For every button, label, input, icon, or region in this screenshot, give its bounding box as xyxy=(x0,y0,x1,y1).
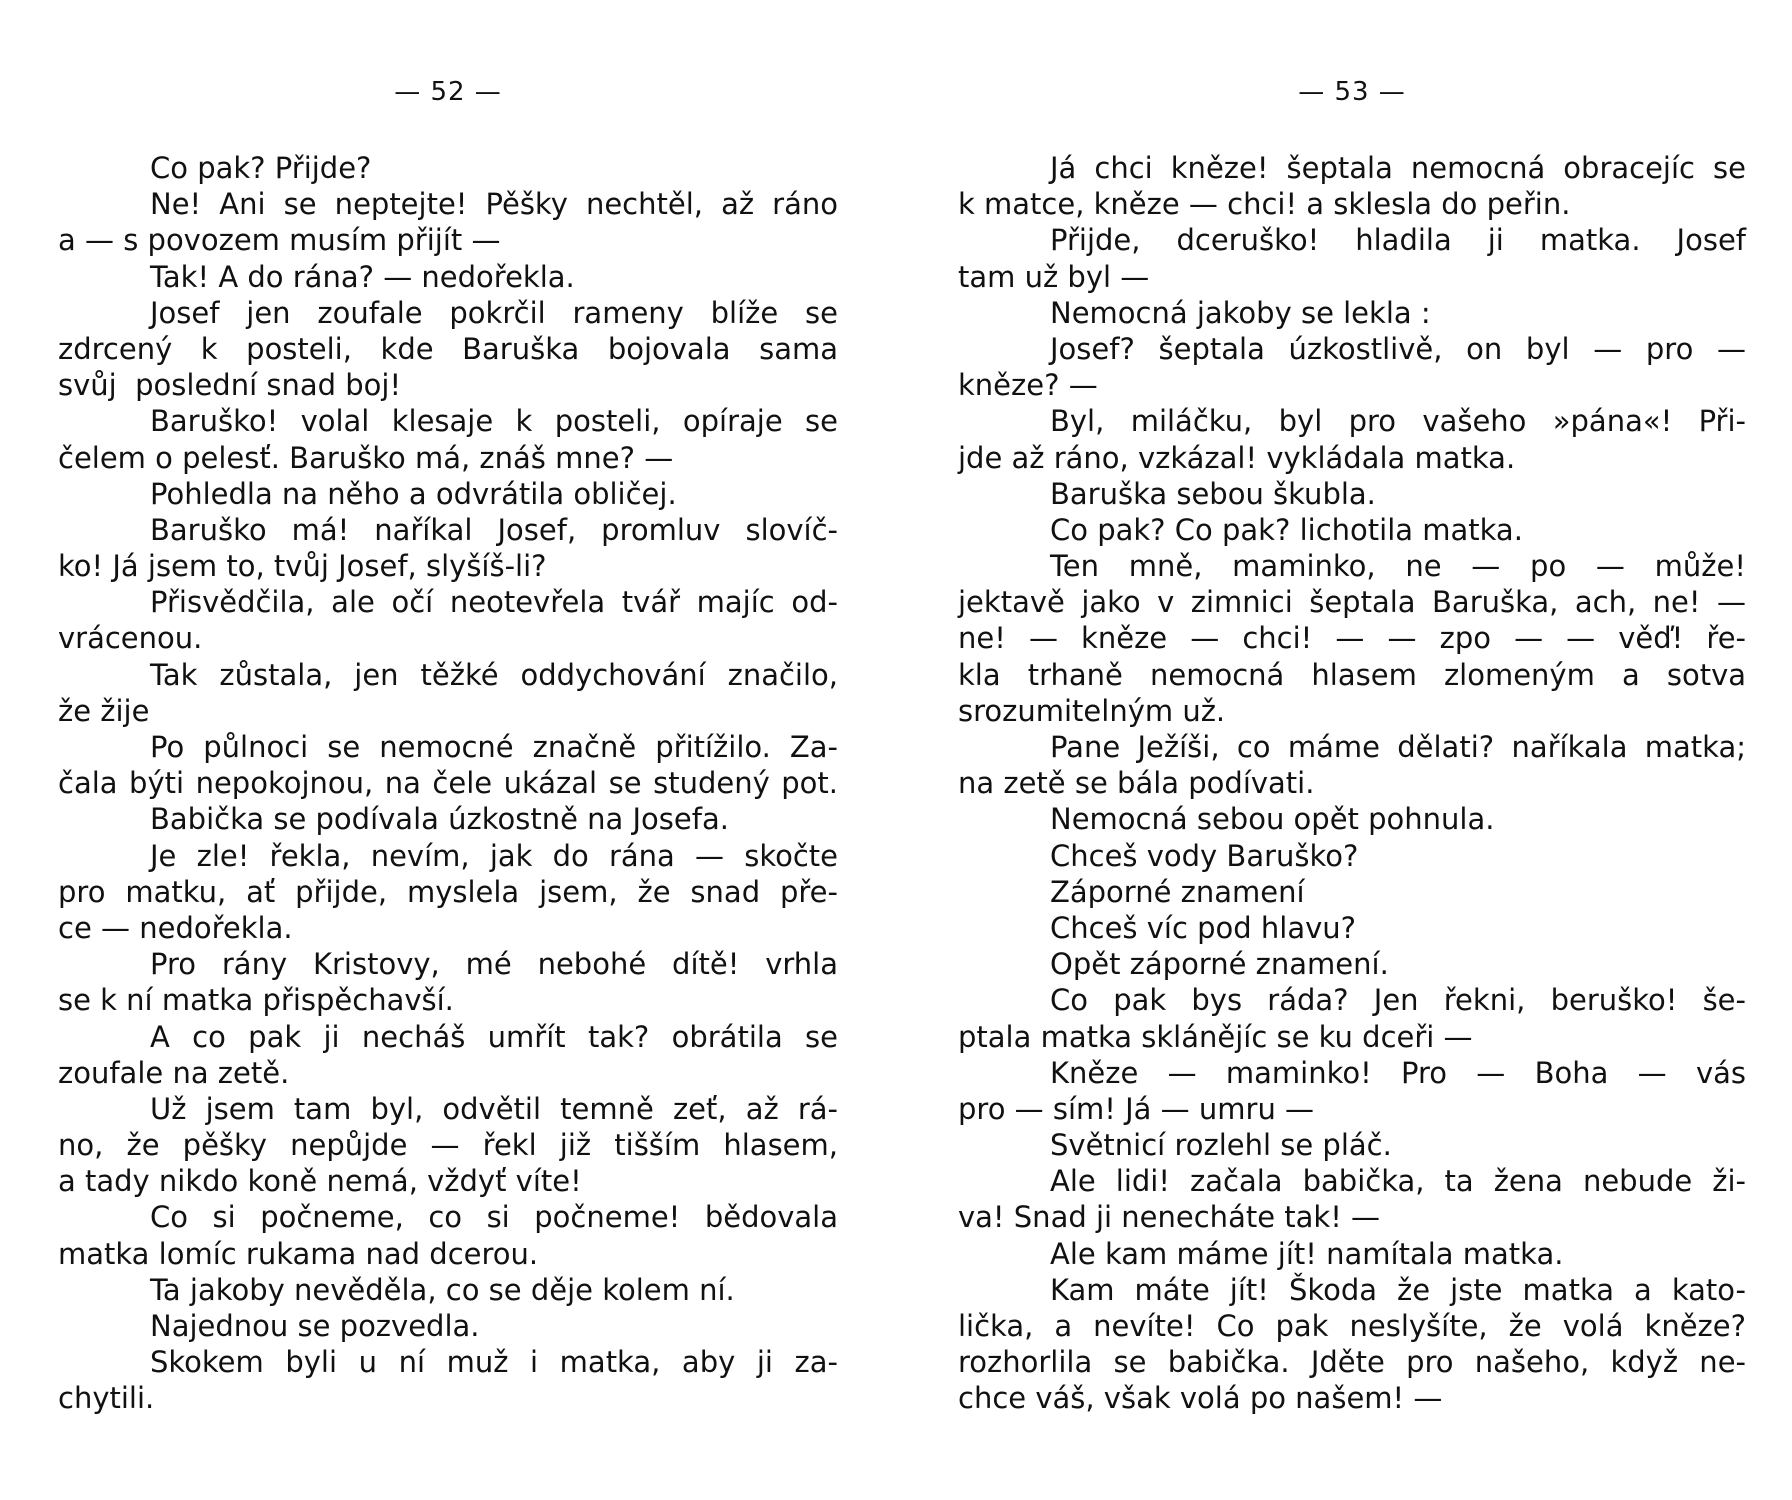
text-line: na zetě se bála podívati. xyxy=(958,766,1315,801)
text-line: pro matku, ať přijde, myslela jsem, že snad pře- xyxy=(58,874,838,909)
text-line: Ta jakoby nevěděla, co se děje kolem ní. xyxy=(150,1272,735,1307)
page-number: — 53 — xyxy=(1298,77,1406,107)
text-line: Přijde, dceruško! hladila ji matka. Josef xyxy=(1050,223,1746,258)
text-line: Kam máte jít! Škoda že jste matka a kato- xyxy=(1050,1272,1746,1307)
text-line: Co pak bys ráda? Jen řekni, beruško! še- xyxy=(1050,983,1746,1018)
page-number: — 52 — xyxy=(394,77,502,107)
text-line: srozumitelným už. xyxy=(958,693,1226,728)
right-page xyxy=(958,0,1746,1500)
text-line: Je zle! řekla, nevím, jak do rána — skočte xyxy=(150,838,838,873)
text-line: Pohledla na něho a odvrátila obličej. xyxy=(150,476,677,511)
text-line: Baruško má! naříkal Josef, promluv slovíč- xyxy=(150,512,838,547)
text-line: Babička se podívala úzkostně na Josefa. xyxy=(150,802,729,837)
text-line: a — s povozem musím přijít — xyxy=(58,223,501,258)
text-line: ko! Já jsem to, tvůj Josef, slyšíš-li? xyxy=(58,549,547,584)
text-line: čala býti nepokojnou, na čele ukázal se studený pot. xyxy=(58,766,838,801)
text-line: že žije xyxy=(58,693,150,728)
text-line: A co pak ji necháš umřít tak? obrátila se xyxy=(150,1019,838,1054)
text-line: vrácenou. xyxy=(58,621,203,656)
text-line: Baruško! volal klesaje k posteli, opíraje se xyxy=(150,404,838,439)
text-line: Baruška sebou škubla. xyxy=(1050,476,1376,511)
text-block xyxy=(958,150,1746,1417)
text-line: kněze? — xyxy=(958,368,1098,403)
text-line: jde až ráno, vzkázal! vykládala matka. xyxy=(958,440,1516,475)
text-line: Byl, miláčku, byl pro vašeho »pána«! Při- xyxy=(1050,404,1746,439)
text-line: no, že pěšky nepůjde — řekl již tišším hlasem, xyxy=(58,1128,838,1163)
text-line: Opět záporné znamení. xyxy=(1050,947,1389,982)
text-line: Tak zůstala, jen těžké oddychování značilo, xyxy=(150,657,838,692)
text-line: Po půlnoci se nemocné značně přitížilo. Za- xyxy=(150,730,838,764)
text-line: Pro rány Kristovy, mé nebohé dítě! vrhla xyxy=(150,947,838,982)
text-line: Co pak? Co pak? lichotila matka. xyxy=(1050,512,1523,547)
text-line: tam už byl — xyxy=(958,259,1150,294)
text-line: chce váš, však volá po našem! — xyxy=(958,1381,1443,1416)
text-line: Skokem byli u ní muž i matka, aby ji za- xyxy=(150,1345,838,1380)
text-line: Světnicí rozlehl se pláč. xyxy=(1050,1128,1392,1163)
text-line: matka lomíc rukama nad dcerou. xyxy=(58,1236,539,1271)
text-line: zdrcený k posteli, kde Baruška bojovala sama xyxy=(58,331,838,366)
text-line: Co pak? Přijde? xyxy=(150,151,372,185)
text-line: se k ní matka přispěchavší. xyxy=(58,983,454,1018)
text-line: Ten mně, maminko, ne — po — může! xyxy=(1050,549,1746,584)
text-line: Josef? šeptala úzkostlivě, on byl — pro — xyxy=(1050,331,1746,366)
left-page xyxy=(58,0,838,1500)
text-line: Chceš víc pod hlavu? xyxy=(1050,910,1357,945)
text-line: svůj poslední snad boj! xyxy=(58,368,402,403)
text-line: kla trhaně nemocná hlasem zlomeným a sotva xyxy=(958,657,1746,692)
text-line: Nemocná jakoby se lekla : xyxy=(1050,295,1431,330)
text-line: Pane Ježíši, co máme dělati? naříkala matka; xyxy=(1050,730,1746,764)
text-line: zoufale na zetě. xyxy=(58,1055,290,1090)
text-block xyxy=(58,150,838,1417)
text-line: a tady nikdo koně nemá, vždyť víte! xyxy=(58,1164,582,1199)
text-line: lička, a nevíte! Co pak neslyšíte, že volá kněze? xyxy=(958,1309,1746,1343)
text-line: Tak! A do rána? — nedořekla. xyxy=(150,259,575,294)
text-line: Kněze — maminko! Pro — Boha — vás xyxy=(1050,1055,1746,1090)
text-line: jektavě jako v zimnici šeptala Baruška, ach, ne! — xyxy=(958,585,1746,620)
text-line: Už jsem tam byl, odvětil temně zeť, až rá- xyxy=(150,1091,838,1126)
text-line: Ale kam máme jít! namítala matka. xyxy=(1050,1236,1564,1271)
text-line: k matce, kněze — chci! a sklesla do peřin. xyxy=(958,187,1571,222)
text-line: Chceš vody Baruško? xyxy=(1050,838,1359,873)
text-line: Ale lidi! začala babička, ta žena nebude ži- xyxy=(1050,1164,1746,1199)
text-line: Nemocná sebou opět pohnula. xyxy=(1050,802,1495,837)
text-line: ptala matka sklánějíc se ku dceři — xyxy=(958,1019,1473,1054)
text-line: Já chci kněze! šeptala nemocná obracejíc se xyxy=(1050,151,1746,185)
text-line: ce — nedořekla. xyxy=(58,910,293,945)
text-line: Co si počneme, co si počneme! bědovala xyxy=(150,1200,838,1235)
text-line: ne! — kněze — chci! — — zpo — — věď! ře- xyxy=(958,621,1746,656)
text-line: Přisvědčila, ale očí neotevřela tvář majíc od- xyxy=(150,585,838,620)
text-line: rozhorlila se babička. Jděte pro našeho, když ne- xyxy=(958,1345,1746,1380)
text-line: chytili. xyxy=(58,1381,155,1416)
text-line: va! Snad ji nenecháte tak! — xyxy=(958,1200,1381,1235)
text-line: Ne! Ani se neptejte! Pěšky nechtěl, až ráno xyxy=(150,187,838,222)
text-line: pro — sím! Já — umru — xyxy=(958,1091,1315,1126)
text-line: Záporné znamení xyxy=(1050,874,1305,909)
text-line: Josef jen zoufale pokrčil rameny blíže se xyxy=(150,295,838,330)
text-line: Najednou se pozvedla. xyxy=(150,1309,480,1343)
text-line: čelem o pelesť. Baruško má, znáš mne? — xyxy=(58,440,674,475)
